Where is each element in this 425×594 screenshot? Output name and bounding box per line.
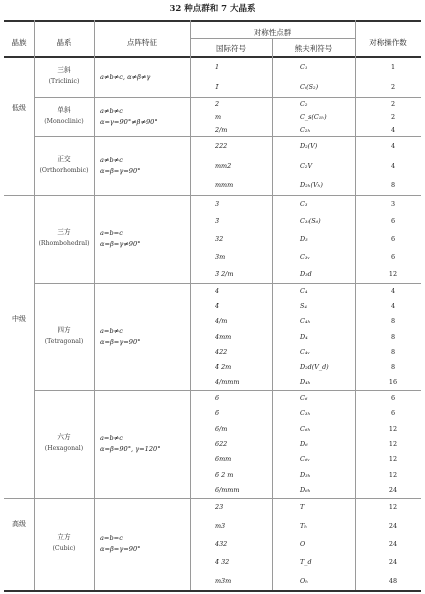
operation-count: 12: [388, 455, 398, 464]
top-rule: [4, 20, 421, 22]
schoenflies-symbol: C₃ᵥ: [300, 252, 310, 261]
lattice-condition: α=β=γ=90°: [100, 337, 141, 346]
operation-count: 24: [388, 486, 398, 495]
lattice-condition: a=b≠c: [100, 326, 123, 335]
family-low-label: 低级: [12, 104, 26, 112]
international-symbol: 3̄ 2/m: [215, 270, 234, 279]
operation-count: 48: [388, 576, 398, 585]
header-family: 晶族: [11, 38, 27, 47]
schoenflies-symbol: C₄: [300, 286, 308, 295]
operation-count: 6: [390, 235, 396, 243]
international-symbol: 4̄ 2m: [215, 363, 232, 372]
operation-count: 24: [388, 521, 398, 530]
international-symbol: m3m: [215, 576, 232, 585]
schoenflies-symbol: T: [300, 503, 305, 512]
schoenflies-symbol: C₄ₕ: [300, 317, 311, 326]
operation-count: 8: [390, 317, 396, 326]
schoenflies-symbol: Tₕ: [300, 521, 308, 530]
international-symbol: 222: [215, 141, 228, 150]
international-symbol: 6̄: [215, 409, 220, 418]
lattice-condition: a=b=c: [100, 534, 123, 542]
operation-count: 24: [388, 540, 398, 548]
international-symbol: mmm: [215, 181, 234, 190]
international-symbol: m3: [215, 521, 226, 530]
international-symbol: 4̄: [215, 301, 220, 310]
page-title: 32 种点群和 7 大晶系: [169, 4, 256, 14]
operation-count: 4: [390, 301, 396, 310]
system-english-name: (Triclinic): [48, 78, 80, 85]
operation-count: 2: [390, 112, 396, 121]
international-symbol: 4̄ 32: [215, 558, 230, 567]
schoenflies-symbol: C₃: [300, 199, 308, 208]
international-symbol: 6/m: [215, 424, 228, 433]
international-symbol: 4/m: [215, 317, 228, 326]
international-symbol: 2/m: [215, 125, 228, 134]
system-name: 六方: [57, 433, 71, 441]
header-symmetry-group: 对称性点群: [253, 28, 292, 37]
international-symbol: 4: [215, 286, 220, 295]
system-name: 单斜: [57, 105, 71, 114]
lattice-condition: a≠b≠c: [100, 155, 123, 164]
system-english-name: (Rhombohedral): [38, 240, 90, 247]
lattice-condition: a=b=c: [100, 229, 123, 237]
schoenflies-symbol: S₄: [300, 301, 307, 310]
schoenflies-symbol: D₃ₕ: [300, 470, 311, 479]
international-symbol: 1̄: [215, 83, 220, 91]
schoenflies-symbol: C_s(C₁ₕ): [300, 112, 327, 121]
operation-count: 4: [390, 161, 396, 170]
operation-count: 8: [390, 181, 396, 190]
lattice-condition: α=γ=90°≠β≠90°: [100, 117, 158, 126]
international-symbol: 6/mmm: [215, 486, 240, 495]
international-symbol: 32: [215, 235, 224, 243]
operation-count: 24: [388, 558, 398, 567]
header-international: 国际符号: [216, 44, 246, 53]
lattice-condition: α=β=γ=90°: [100, 545, 141, 553]
international-symbol: 23: [215, 503, 224, 512]
operation-count: 6: [390, 409, 396, 418]
operation-count: 1: [390, 63, 396, 71]
operation-count: 6: [390, 217, 396, 226]
international-symbol: 1: [215, 63, 220, 71]
schoenflies-symbol: T_d: [300, 558, 312, 567]
operation-count: 16: [388, 378, 398, 387]
header-schoenflies: 熊夫利符号: [294, 44, 333, 53]
international-symbol: 6̄ 2 m: [215, 470, 234, 479]
schoenflies-symbol: D₂(V): [300, 141, 318, 150]
schoenflies-symbol: C₆ᵥ: [300, 455, 310, 464]
col-divider-2: [94, 20, 95, 590]
row-separator: [4, 195, 421, 196]
system-name: 三斜: [57, 66, 71, 74]
family-mid-label: 中级: [12, 315, 26, 323]
lattice-condition: α=β=γ=90°: [100, 166, 141, 175]
international-symbol: 3: [215, 199, 220, 208]
schoenflies-symbol: C₃ᵢ(S₆): [300, 217, 321, 226]
operation-count: 8: [390, 332, 396, 341]
international-symbol: 4/mmm: [215, 378, 240, 387]
operation-count: 12: [388, 270, 398, 279]
schoenflies-symbol: C₁: [300, 63, 308, 71]
schoenflies-symbol: C₆: [300, 393, 308, 402]
international-symbol: m: [215, 112, 222, 121]
operation-count: 3: [390, 199, 396, 208]
col-divider-3: [190, 20, 191, 590]
lattice-condition: a≠b≠c, α≠β≠γ: [100, 72, 151, 81]
international-symbol: 4mm: [215, 332, 232, 341]
family-high-label: 高级: [12, 520, 26, 528]
operation-count: 12: [388, 440, 398, 448]
schoenflies-symbol: Cᵢ(S₂): [300, 83, 319, 91]
col-divider-1: [34, 20, 35, 590]
system-english-name: (Monoclinic): [44, 117, 84, 125]
system-name: 正交: [57, 154, 71, 163]
schoenflies-symbol: D₄: [300, 332, 308, 341]
international-symbol: 422: [215, 347, 228, 356]
lattice-condition: α=β=90°, γ=120°: [100, 445, 161, 453]
operation-count: 4: [390, 125, 396, 134]
system-name: 立方: [57, 533, 71, 541]
lattice-condition: a=b≠c: [100, 434, 123, 442]
operation-count: 12: [388, 424, 398, 433]
schoenflies-symbol: C₆ₕ: [300, 424, 311, 433]
header-order: 对称操作数: [369, 38, 407, 47]
operation-count: 8: [390, 363, 396, 372]
schoenflies-symbol: D₃d: [300, 270, 312, 279]
schoenflies-symbol: C₄ᵥ: [300, 347, 310, 356]
operation-count: 6: [390, 393, 396, 402]
operation-count: 4: [390, 141, 396, 150]
international-symbol: 622: [215, 440, 228, 448]
international-symbol: 432: [215, 540, 228, 548]
row-separator: [4, 498, 421, 499]
header-lattice: 点阵特征: [127, 38, 157, 47]
operation-count: 4: [390, 286, 396, 295]
operation-count: 2: [390, 83, 396, 91]
lattice-condition: a≠b≠c: [100, 106, 123, 115]
schoenflies-symbol: C₃ₕ: [300, 409, 311, 418]
schoenflies-symbol: C₂: [300, 99, 308, 108]
system-name: 三方: [57, 228, 71, 236]
international-symbol: mm2: [215, 161, 232, 170]
system-english-name: (Hexagonal): [44, 445, 84, 452]
schoenflies-symbol: D₂ₕ(Vₕ): [300, 181, 323, 190]
schoenflies-symbol: D₂d(V_d): [300, 363, 329, 372]
international-symbol: 2: [215, 99, 220, 108]
operation-count: 8: [390, 347, 396, 356]
operation-count: 12: [388, 503, 398, 512]
international-symbol: 3m: [215, 252, 226, 261]
operation-count: 12: [388, 470, 398, 479]
header-system: 晶系: [56, 38, 72, 47]
international-symbol: 6mm: [215, 455, 232, 464]
international-symbol: 3̄: [215, 217, 220, 226]
system-english-name: (Cubic): [52, 545, 76, 552]
system-english-name: (Orthorhombic): [39, 166, 89, 174]
schoenflies-symbol: O: [300, 540, 306, 548]
schoenflies-symbol: D₄ₕ: [300, 378, 311, 387]
international-symbol: 6: [215, 393, 220, 402]
schoenflies-symbol: D₆: [300, 440, 308, 448]
schoenflies-symbol: C₂V: [300, 161, 313, 170]
operation-count: 6: [390, 252, 396, 261]
lattice-condition: α=β=γ≠90°: [100, 240, 141, 248]
schoenflies-symbol: C₂ₕ: [300, 125, 311, 134]
col-divider-5: [355, 20, 356, 590]
col-divider-4: [272, 38, 273, 590]
system-name: 四方: [57, 325, 71, 334]
schoenflies-symbol: D₃: [300, 235, 308, 243]
header-bottom-rule: [4, 56, 421, 58]
bottom-rule: [4, 590, 421, 592]
schoenflies-symbol: Oₕ: [300, 576, 309, 585]
schoenflies-symbol: D₆ₕ: [300, 486, 311, 495]
operation-count: 2: [390, 99, 396, 108]
system-english-name: (Tetragonal): [44, 337, 84, 345]
